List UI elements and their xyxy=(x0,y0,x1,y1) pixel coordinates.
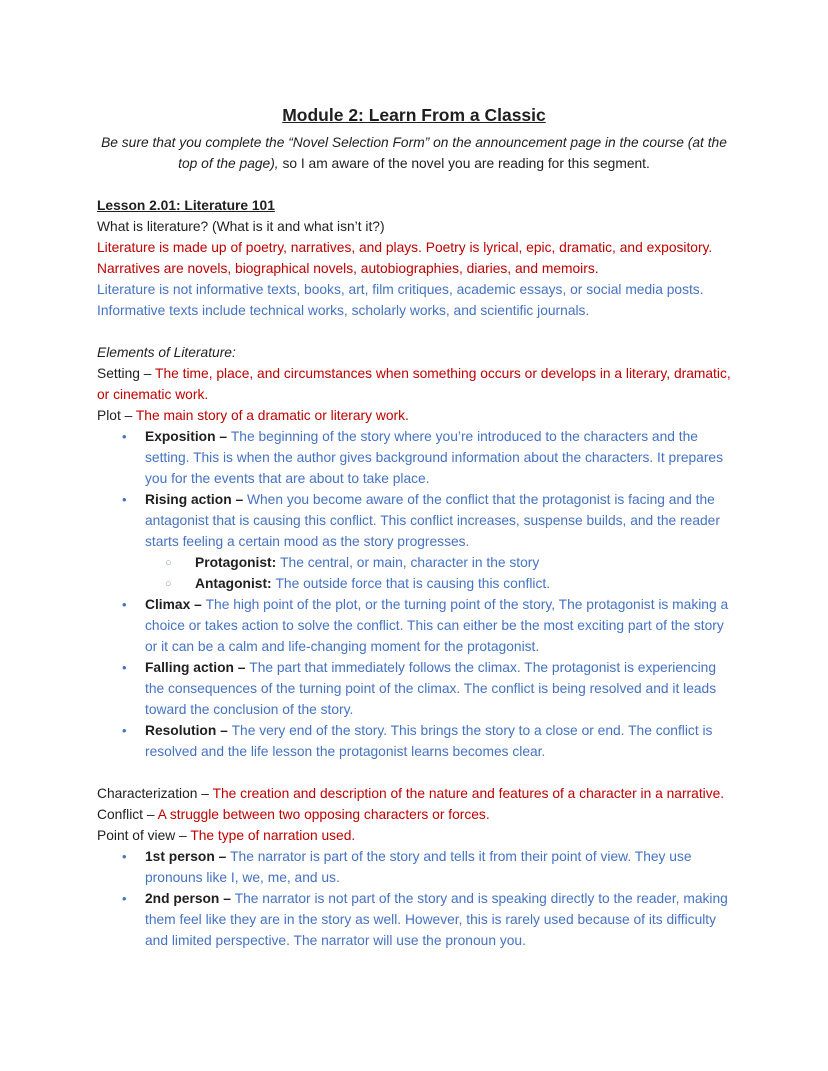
bullet-definition: The narrator is part of the story and tells it from their point of view. They use pronouns like I, we, me, and us. xyxy=(145,849,692,885)
bullet-definition: When you become aware of the conflict that the protagonist is facing and the antagonist that is causing this conflict. This conflict increases, suspense builds, and the reader starts feeling a certain mood as the story progresses. xyxy=(145,492,720,549)
term-line-setting xyxy=(97,363,731,405)
term-label: Point of view – xyxy=(97,828,191,843)
term-definition: A struggle between two opposing characters or forces. xyxy=(157,807,490,822)
intro-note-regular: so I am aware of the novel you are reading for this segment. xyxy=(278,156,650,171)
bullet-term: Resolution – xyxy=(145,723,232,738)
intro-note xyxy=(97,132,731,174)
elements-heading: Elements of Literature: xyxy=(97,345,236,360)
bullet-icon: • xyxy=(122,660,127,675)
bullet-item-2nd-person xyxy=(97,888,731,951)
bullet-icon: • xyxy=(122,492,127,507)
term-label: Setting – xyxy=(97,366,156,381)
term-line-point-of-view xyxy=(97,825,731,846)
bullet-definition: The beginning of the story where you’re introduced to the characters and the setting. This is when the author gives background information about the characters. It prepares you for the events that are about to take place. xyxy=(145,429,724,486)
circle-bullet-icon: ○ xyxy=(165,557,172,569)
bullet-term: Exposition – xyxy=(145,429,231,444)
statement-line: Narratives are novels, biographical novels, autobiographies, diaries, and memoirs. xyxy=(97,261,599,276)
bullet-term: Climax – xyxy=(145,597,206,612)
page-title: Module 2: Learn From a Classic xyxy=(282,105,546,125)
term-line-characterization xyxy=(97,783,731,804)
lesson-heading: Lesson 2.01: Literature 101 xyxy=(97,198,275,213)
bullet-icon: • xyxy=(122,849,127,864)
bullet-term: Antagonist: xyxy=(195,576,276,591)
bullet-item-falling-action xyxy=(97,657,731,720)
intro-note-italic: Be sure that you complete the “Novel Selection Form” on the announcement page in the course (at the top of the page), xyxy=(101,135,727,171)
bullet-item-rising-action xyxy=(97,489,731,552)
term-label: Characterization – xyxy=(97,786,213,801)
statement-line: Literature is made up of poetry, narratives, and plays. Poetry is lyrical, epic, dramatic, and expository. xyxy=(97,240,713,255)
statement-line: Informative texts include technical works, scholarly works, and scientific journals. xyxy=(97,303,590,318)
bullet-term: 1st person – xyxy=(145,849,231,864)
bullet-item-climax xyxy=(97,594,731,657)
statement-line: Literature is not informative texts, books, art, film critiques, academic essays, or social media posts. xyxy=(97,282,704,297)
bullet-definition: The very end of the story. This brings the story to a close or end. The conflict is resolved and the life lesson the protagonist learns becomes clear. xyxy=(145,723,713,759)
bullet-term: 2nd person – xyxy=(145,891,235,906)
bullet-term: Rising action – xyxy=(145,492,247,507)
lesson-question: What is literature? (What is it and what isn’t it?) xyxy=(97,219,385,234)
circle-bullet-icon: ○ xyxy=(165,578,172,590)
term-label: Conflict – xyxy=(97,807,158,822)
bullet-definition: The part that immediately follows the climax. The protagonist is experiencing the consequences of the turning point of the climax. The conflict is being resolved and it leads toward the conclusion of the story. xyxy=(145,660,717,717)
bullet-icon: • xyxy=(122,429,127,444)
term-definition: The time, place, and circumstances when something occurs or develops in a literary, dramatic, or cinematic work. xyxy=(97,366,731,402)
bullet-item-resolution xyxy=(97,720,731,762)
term-label: Plot – xyxy=(97,408,136,423)
bullet-definition: The narrator is not part of the story and is speaking directly to the reader, making them feel like they are in the story as well. However, this is rarely used because of its difficulty and limited perspective. The narrator will use the pronoun you. xyxy=(145,891,728,948)
term-line-conflict xyxy=(97,804,731,825)
term-definition: The main story of a dramatic or literary work. xyxy=(135,408,409,423)
bullet-icon: • xyxy=(122,891,127,906)
term-definition: The type of narration used. xyxy=(190,828,356,843)
bullet-term: Protagonist: xyxy=(195,555,281,570)
term-definition: The creation and description of the nature and features of a character in a narrative. xyxy=(212,786,725,801)
bullet-icon: • xyxy=(122,597,127,612)
bullet-icon: • xyxy=(122,723,127,738)
bullet-item-exposition xyxy=(97,426,731,489)
sub-bullet-item-protagonist xyxy=(97,552,731,573)
plot-bullet-list xyxy=(97,426,731,762)
bullet-term: Falling action – xyxy=(145,660,250,675)
term-line-plot xyxy=(97,405,731,426)
bullet-definition: The central, or main, character in the story xyxy=(280,555,540,570)
bullet-definition: The outside force that is causing this conflict. xyxy=(275,576,551,591)
sub-bullet-item-antagonist xyxy=(97,573,731,594)
bullet-definition: The high point of the plot, or the turning point of the story, The protagonist is making a choice or takes action to solve the conflict. This can either be the most exciting part of the story or it can be a calm and life-changing moment for the protagonist. xyxy=(145,597,729,654)
bullet-item-1st-person xyxy=(97,846,731,888)
pov-bullet-list xyxy=(97,846,731,951)
